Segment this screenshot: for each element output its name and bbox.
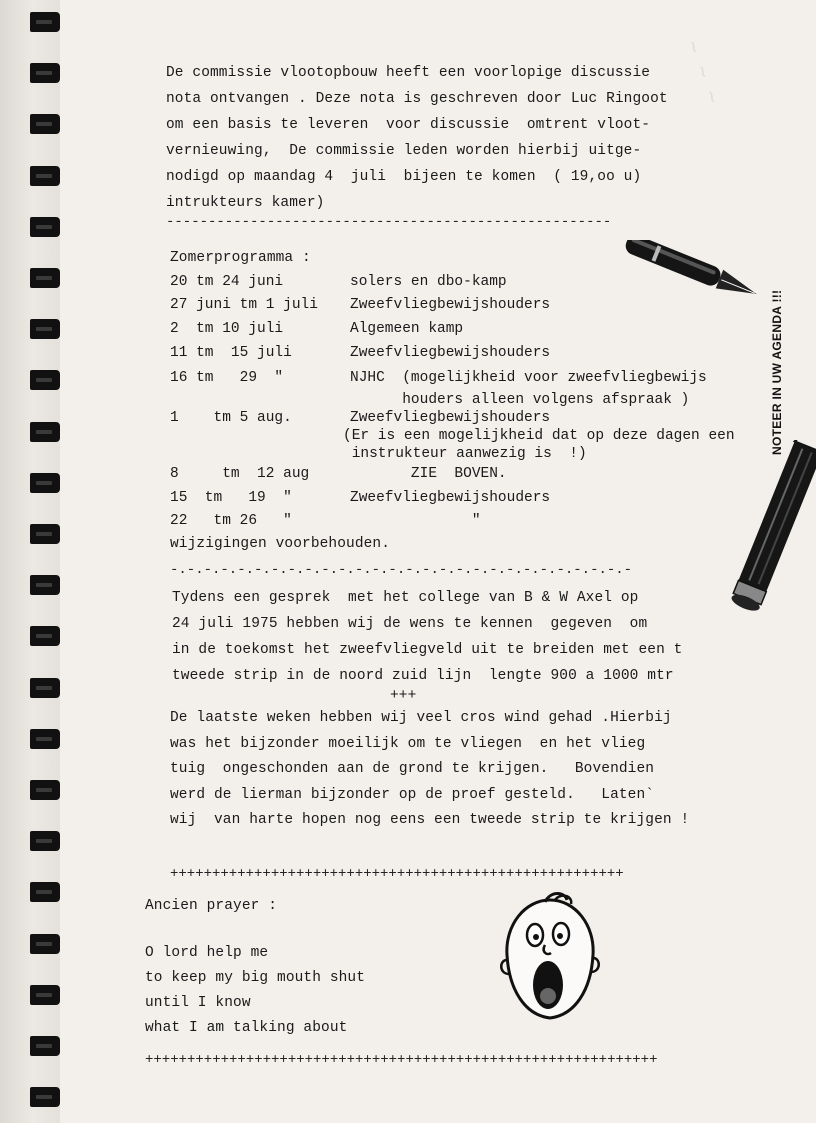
binding-ring [30, 882, 60, 902]
paragraph-line: Tydens een gesprek met het college van B & W Axel op [172, 590, 639, 606]
schedule-description: Zweefvliegbewijshouders [350, 297, 551, 313]
paragraph-line: in de toekomst het zweefvliegveld uit te breiden met een t [172, 642, 683, 658]
binding-ring [30, 114, 60, 134]
binding-ring [30, 268, 60, 288]
paragraph-line: tweede strip in de noord zuid lijn lengte 900 a 1000 mtr [172, 668, 674, 684]
schedule-dates: 27 juni tm 1 juli [170, 297, 318, 313]
screaming-face-cartoon [495, 890, 605, 1030]
paragraph-line: intrukteurs kamer) [166, 195, 325, 211]
separator-plus: +++ [390, 688, 417, 704]
schedule-title: Zomerprogramma : [170, 250, 311, 266]
paragraph-line: De commissie vlootopbouw heeft een voorlopige discussie [166, 65, 651, 81]
schedule-description: NJHC (mogelijkheid voor zweefvliegbewijs [350, 370, 707, 386]
binding-ring [30, 985, 60, 1005]
schedule-description: " [350, 513, 481, 529]
schedule-description: Zweefvliegbewijshouders [350, 410, 551, 426]
schedule-description: Algemeen kamp [350, 321, 464, 337]
prayer-title: Ancien prayer : [145, 898, 278, 914]
schedule-description: (Er is een mogelijkheid dat op deze dagen een [343, 428, 735, 444]
binding-ring [30, 831, 60, 851]
paragraph-line: werd de lierman bijzonder op de proef gesteld. Laten` [170, 786, 655, 803]
agenda-side-note: NOTEER IN UW AGENDA !!! [770, 289, 784, 455]
schedule-dates: 2 tm 10 juli [170, 321, 284, 337]
paragraph-line: tuig ongeschonden aan de grond te krijgen. Bovendien [170, 761, 655, 777]
prayer-line: to keep my big mouth shut [145, 970, 366, 986]
binding-ring [30, 12, 60, 32]
binding-ring [30, 217, 60, 237]
schedule-description: solers en dbo-kamp [350, 274, 507, 290]
binding-ring [30, 166, 60, 186]
paragraph-line: was het bijzonder moeilijk om te vliegen en het vlieg [170, 735, 646, 752]
paragraph-line: De laatste weken hebben wij veel cros wind gehad .Hierbij [170, 710, 672, 726]
binding-ring [30, 370, 60, 390]
schedule-dates: 16 tm 29 " [170, 370, 284, 386]
prayer-line: O lord help me [145, 945, 269, 961]
schedule-dates: 1 tm 5 aug. [170, 410, 292, 426]
binding-ring [30, 422, 60, 442]
binding-ring [30, 1036, 60, 1056]
binding-ring [30, 524, 60, 544]
divider-plus-bottom: +++++++++++++++++++++++++++++++++++++++++++++++++++++++++++++ [145, 1052, 658, 1068]
prayer-line: until I know [145, 995, 251, 1011]
divider-dashdots: -.-.-.-.-.-.-.-.-.-.-.-.-.-.-.-.-.-.-.-.-.-.-.-.-.-.-.- [170, 562, 633, 578]
paragraph-line: vernieuwing, De commissie leden worden hierbij uitge- [166, 143, 642, 159]
schedule-dates: 22 tm 26 " [170, 513, 292, 529]
schedule-description: ZIE BOVEN. [350, 466, 507, 482]
paragraph-line: nodigd op maandag 4 juli bijeen te komen ( 19,oo u) [166, 169, 642, 185]
binding-ring [30, 780, 60, 800]
binding-ring [30, 626, 60, 646]
binding-ring [30, 678, 60, 698]
fountain-pen-illustration [612, 240, 792, 330]
bleed-through-texture: ~ ~ ~ [677, 37, 725, 108]
divider-dashes: ----------------------------------------------------- [166, 214, 612, 230]
prayer-line: what I am talking about [145, 1020, 348, 1036]
pencil-illustration [728, 440, 816, 630]
binding-ring [30, 934, 60, 954]
binding-ring [30, 319, 60, 339]
binding-ring [30, 729, 60, 749]
schedule-footer: wijzigingen voorbehouden. [170, 536, 391, 552]
binding-ring [30, 473, 60, 493]
divider-plus: ++++++++++++++++++++++++++++++++++++++++++++++++++++++ [170, 866, 624, 882]
schedule-description: instrukteur aanwezig is !) [343, 446, 587, 462]
schedule-description: houders alleen volgens afspraak ) [350, 392, 690, 408]
binding-ring [30, 63, 60, 83]
paragraph-line: 24 juli 1975 hebben wij de wens te kennen gegeven om [172, 616, 648, 632]
paragraph-line: om een basis te leveren voor discussie omtrent vloot- [166, 117, 651, 133]
schedule-dates: 20 tm 24 juni [170, 274, 284, 290]
schedule-dates: 8 tm 12 aug [170, 466, 310, 482]
binding-ring [30, 1087, 60, 1107]
schedule-dates: 11 tm 15 juli [170, 345, 292, 361]
binding-ring [30, 575, 60, 595]
paragraph-line: wij van harte hopen nog eens een tweede strip te krijgen ! [170, 812, 690, 828]
schedule-description: Zweefvliegbewijshouders [350, 490, 551, 506]
paragraph-line: nota ontvangen . Deze nota is geschreven door Luc Ringoot [166, 91, 668, 107]
schedule-dates: 15 tm 19 " [170, 490, 292, 506]
schedule-description: Zweefvliegbewijshouders [350, 345, 551, 361]
